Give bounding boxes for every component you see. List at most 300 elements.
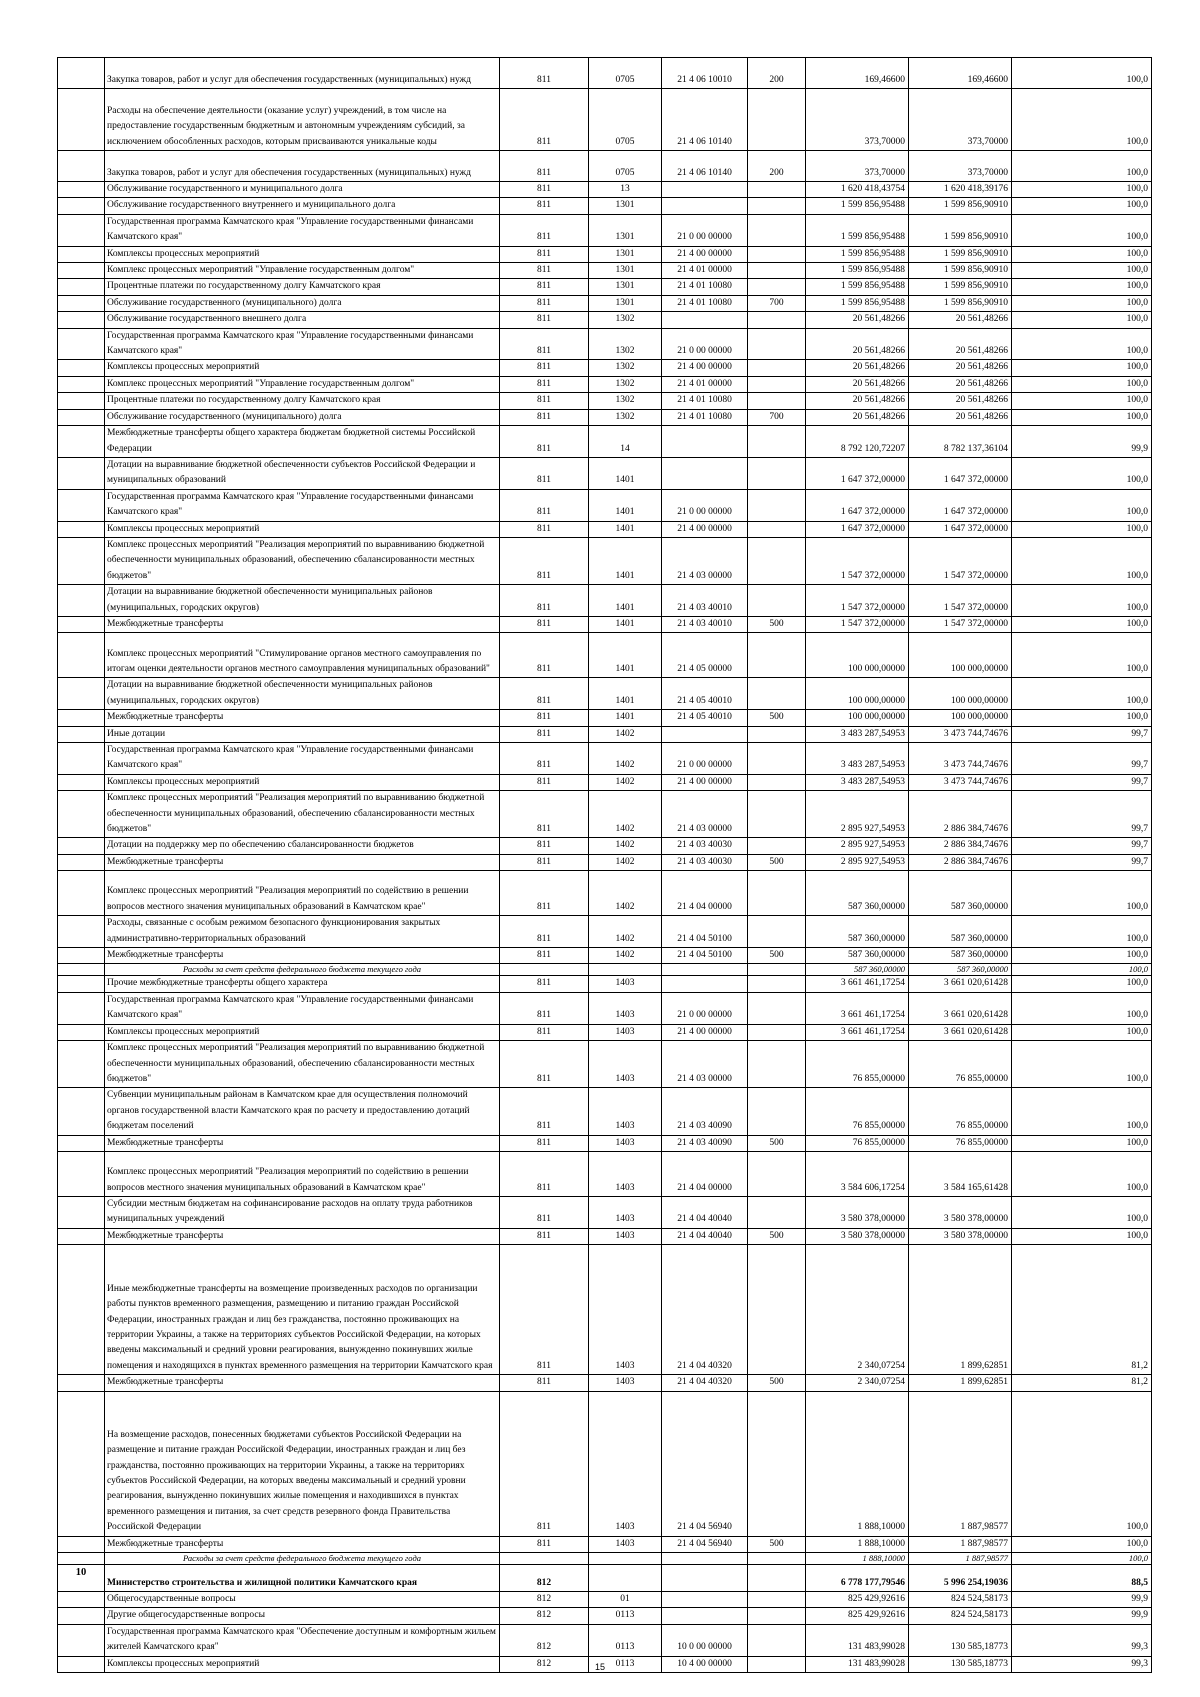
cell-p: 99,7 — [1012, 726, 1152, 742]
cell-a: 1 647 372,00000 — [806, 457, 909, 489]
cell-t — [662, 964, 748, 976]
cell-g: 811 — [500, 710, 589, 726]
cell-a: 169,46600 — [806, 58, 909, 89]
cell-v — [748, 1391, 806, 1536]
cell-d: Расходы, связанные с особым режимом безопасного функционирования закрытых административно-территориальных образований — [105, 916, 500, 948]
cell-n — [58, 871, 105, 916]
cell-n — [58, 263, 105, 279]
cell-g: 811 — [500, 182, 589, 198]
cell-s: 1302 — [589, 328, 662, 360]
cell-g: 811 — [500, 633, 589, 678]
cell-d: Межбюджетные трансферты — [105, 616, 500, 632]
cell-s: 1402 — [589, 871, 662, 916]
cell-a: 20 561,48266 — [806, 409, 909, 425]
cell-n — [58, 710, 105, 726]
cell-b: 1 647 372,00000 — [909, 489, 1012, 521]
cell-v — [748, 633, 806, 678]
cell-p: 100,0 — [1012, 1391, 1152, 1536]
cell-s: 1402 — [589, 916, 662, 948]
cell-a: 1 620 418,43754 — [806, 182, 909, 198]
cell-t: 21 4 04 00000 — [662, 1151, 748, 1196]
cell-p: 99,7 — [1012, 838, 1152, 854]
cell-a: 8 792 120,72207 — [806, 426, 909, 458]
cell-v — [748, 791, 806, 838]
cell-p: 81,2 — [1012, 1245, 1152, 1375]
cell-v — [748, 360, 806, 376]
table-row — [58, 585, 1152, 617]
cell-a: 20 561,48266 — [806, 393, 909, 409]
cell-b: 20 561,48266 — [909, 376, 1012, 392]
table-row — [58, 328, 1152, 360]
cell-s: 1401 — [589, 616, 662, 632]
cell-t: 21 4 00 00000 — [662, 360, 748, 376]
cell-v — [748, 537, 806, 584]
table-row — [58, 678, 1152, 710]
cell-d: Дотации на выравнивание бюджетной обеспеченности муниципальных районов (муниципальных, городских округов) — [105, 678, 500, 710]
cell-t — [662, 426, 748, 458]
cell-b: 20 561,48266 — [909, 328, 1012, 360]
table-row — [58, 263, 1152, 279]
table-row — [58, 871, 1152, 916]
table-row — [58, 633, 1152, 678]
cell-t: 21 4 06 10140 — [662, 89, 748, 151]
cell-a: 1 888,10000 — [806, 1391, 909, 1536]
cell-s: 0113 — [589, 1656, 662, 1672]
cell-b: 100 000,00000 — [909, 633, 1012, 678]
cell-a: 6 778 177,79546 — [806, 1564, 909, 1591]
cell-t: 21 4 01 10080 — [662, 409, 748, 425]
cell-n — [58, 58, 105, 89]
cell-n — [58, 279, 105, 295]
cell-t — [662, 312, 748, 328]
cell-d: Межбюджетные трансферты — [105, 948, 500, 964]
cell-s: 0705 — [589, 151, 662, 182]
cell-a: 3 661 461,17254 — [806, 1024, 909, 1040]
cell-v — [748, 678, 806, 710]
cell-s: 1401 — [589, 585, 662, 617]
cell-v — [748, 1024, 806, 1040]
cell-a: 3 584 606,17254 — [806, 1151, 909, 1196]
cell-d: Министерство строительства и жилищной политики Камчатского края — [105, 1564, 500, 1591]
cell-b: 20 561,48266 — [909, 409, 1012, 425]
table-row — [58, 214, 1152, 246]
table-row — [58, 312, 1152, 328]
cell-b: 3 473 744,74676 — [909, 726, 1012, 742]
cell-a: 1 647 372,00000 — [806, 489, 909, 521]
cell-p: 100,0 — [1012, 1536, 1152, 1552]
cell-v: 200 — [748, 151, 806, 182]
cell-v — [748, 426, 806, 458]
cell-d: Межбюджетные трансферты — [105, 1228, 500, 1244]
cell-a: 2 895 927,54953 — [806, 854, 909, 870]
cell-v: 500 — [748, 1135, 806, 1151]
cell-a: 373,70000 — [806, 151, 909, 182]
cell-n — [58, 743, 105, 775]
cell-v — [748, 279, 806, 295]
table-row — [58, 182, 1152, 198]
cell-g: 811 — [500, 393, 589, 409]
cell-t: 21 0 00 00000 — [662, 214, 748, 246]
cell-t: 21 4 03 40010 — [662, 616, 748, 632]
cell-v — [748, 726, 806, 742]
cell-t: 21 4 00 00000 — [662, 1024, 748, 1040]
cell-g: 812 — [500, 1624, 589, 1656]
table-row — [58, 1375, 1152, 1391]
cell-p: 100,0 — [1012, 214, 1152, 246]
cell-p: 100,0 — [1012, 89, 1152, 151]
cell-t — [662, 1564, 748, 1591]
cell-t: 21 4 04 40320 — [662, 1245, 748, 1375]
cell-s: 1302 — [589, 409, 662, 425]
cell-g: 811 — [500, 214, 589, 246]
table-row — [58, 838, 1152, 854]
table-row — [58, 1041, 1152, 1088]
cell-a: 20 561,48266 — [806, 312, 909, 328]
table-row — [58, 1196, 1152, 1228]
cell-g: 811 — [500, 1245, 589, 1375]
cell-p: 100,0 — [1012, 360, 1152, 376]
table-row — [58, 726, 1152, 742]
cell-s: 1401 — [589, 710, 662, 726]
cell-v — [748, 916, 806, 948]
table-row — [58, 246, 1152, 262]
cell-a: 3 580 378,00000 — [806, 1228, 909, 1244]
cell-p: 100,0 — [1012, 263, 1152, 279]
cell-p: 100,0 — [1012, 992, 1152, 1024]
table-row — [58, 409, 1152, 425]
cell-s: 0113 — [589, 1608, 662, 1624]
cell-v — [748, 328, 806, 360]
cell-b: 1 647 372,00000 — [909, 457, 1012, 489]
cell-a: 373,70000 — [806, 89, 909, 151]
cell-d: Межбюджетные трансферты общего характера бюджетам бюджетной системы Российской Федерации — [105, 426, 500, 458]
cell-t — [662, 198, 748, 214]
cell-g: 812 — [500, 1564, 589, 1591]
table-row — [58, 1591, 1152, 1607]
cell-a: 1 599 856,95488 — [806, 198, 909, 214]
cell-b: 3 661 020,61428 — [909, 992, 1012, 1024]
cell-p: 99,7 — [1012, 791, 1152, 838]
cell-d: Комплексы процессных мероприятий — [105, 1024, 500, 1040]
cell-g: 811 — [500, 948, 589, 964]
cell-b: 130 585,18773 — [909, 1656, 1012, 1672]
cell-b: 1 599 856,90910 — [909, 246, 1012, 262]
cell-d: Обслуживание государственного (муниципального) долга — [105, 295, 500, 311]
table-note-row — [58, 1552, 1152, 1564]
cell-n — [58, 791, 105, 838]
cell-g: 811 — [500, 616, 589, 632]
cell-p: 100,0 — [1012, 1024, 1152, 1040]
cell-p: 99,9 — [1012, 1591, 1152, 1607]
cell-n — [58, 616, 105, 632]
cell-b: 3 473 744,74676 — [909, 774, 1012, 790]
cell-t: 21 4 01 10080 — [662, 393, 748, 409]
cell-n — [58, 854, 105, 870]
cell-t: 21 0 00 00000 — [662, 489, 748, 521]
cell-t — [662, 1608, 748, 1624]
cell-b: 3 580 378,00000 — [909, 1228, 1012, 1244]
cell-b: 20 561,48266 — [909, 360, 1012, 376]
cell-d: Обслуживание государственного внешнего долга — [105, 312, 500, 328]
cell-s: 1301 — [589, 279, 662, 295]
cell-a: 1 599 856,95488 — [806, 279, 909, 295]
cell-n — [58, 1041, 105, 1088]
cell-v — [748, 489, 806, 521]
cell-g: 812 — [500, 1591, 589, 1607]
cell-v — [748, 376, 806, 392]
cell-n — [58, 726, 105, 742]
cell-n — [58, 1228, 105, 1244]
cell-s: 1402 — [589, 791, 662, 838]
cell-a: 76 855,00000 — [806, 1088, 909, 1135]
table-row — [58, 1624, 1152, 1656]
cell-d: Комплексы процессных мероприятий — [105, 246, 500, 262]
cell-b: 587 360,00000 — [909, 948, 1012, 964]
cell-v — [748, 585, 806, 617]
cell-s: 1402 — [589, 743, 662, 775]
cell-n — [58, 182, 105, 198]
cell-a: 3 661 461,17254 — [806, 992, 909, 1024]
cell-t: 21 4 03 00000 — [662, 791, 748, 838]
cell-g: 811 — [500, 360, 589, 376]
cell-v — [748, 521, 806, 537]
cell-a: 1 599 856,95488 — [806, 295, 909, 311]
cell-b: 1 647 372,00000 — [909, 521, 1012, 537]
cell-n — [58, 678, 105, 710]
cell-g: 811 — [500, 279, 589, 295]
cell-s: 1403 — [589, 976, 662, 992]
cell-t: 21 4 00 00000 — [662, 246, 748, 262]
cell-b: 1 899,62851 — [909, 1245, 1012, 1375]
cell-p: 100,0 — [1012, 295, 1152, 311]
cell-t — [662, 1591, 748, 1607]
cell-v — [748, 992, 806, 1024]
cell-g — [500, 1552, 589, 1564]
cell-p: 100,0 — [1012, 1088, 1152, 1135]
cell-t: 21 4 06 10010 — [662, 58, 748, 89]
table-row — [58, 1608, 1152, 1624]
cell-t: 21 4 03 40090 — [662, 1135, 748, 1151]
cell-g: 811 — [500, 726, 589, 742]
cell-p: 100,0 — [1012, 457, 1152, 489]
cell-n — [58, 360, 105, 376]
table-row — [58, 393, 1152, 409]
cell-n — [58, 457, 105, 489]
cell-g: 811 — [500, 678, 589, 710]
cell-p: 100,0 — [1012, 1151, 1152, 1196]
cell-s: 1401 — [589, 489, 662, 521]
cell-t: 21 4 01 00000 — [662, 263, 748, 279]
cell-a: 1 547 372,00000 — [806, 537, 909, 584]
cell-g: 811 — [500, 426, 589, 458]
cell-a: 1 888,10000 — [806, 1552, 909, 1564]
cell-g: 811 — [500, 151, 589, 182]
cell-d: Комплекс процессных мероприятий "Управление государственным долгом" — [105, 263, 500, 279]
cell-s: 1403 — [589, 1196, 662, 1228]
cell-g: 811 — [500, 1375, 589, 1391]
cell-n — [58, 1375, 105, 1391]
cell-n — [58, 633, 105, 678]
cell-p: 100,0 — [1012, 328, 1152, 360]
cell-d: На возмещение расходов, понесенных бюджетами субъектов Российской Федерации на размещение и питание граждан Российской Федерации, иностранных граждан и лиц без гражданства, постоянно проживающих на территории Украины, а также на территориях субъектов Российской Федерации, на которых введены максимальный и средний уровни реагирования, вынужденно покинувших жилые помещения и находившихся в пунктах временного размещения и питания, за счет средств резервного фонда Правительства Российской Федерации — [105, 1391, 500, 1536]
cell-d: Межбюджетные трансферты — [105, 1375, 500, 1391]
cell-v — [748, 393, 806, 409]
cell-v — [748, 1196, 806, 1228]
cell-p: 81,2 — [1012, 1375, 1152, 1391]
cell-t: 21 4 04 56940 — [662, 1391, 748, 1536]
cell-n — [58, 328, 105, 360]
cell-b: 1 620 418,39176 — [909, 182, 1012, 198]
cell-s — [589, 1552, 662, 1564]
cell-t — [662, 726, 748, 742]
cell-t: 21 4 04 40320 — [662, 1375, 748, 1391]
cell-n — [58, 393, 105, 409]
cell-d: Комплекс процессных мероприятий "Реализация мероприятий по содействию в решении вопросов местного значения муниципальных образований в Камчатском крае" — [105, 871, 500, 916]
cell-t: 21 4 04 40040 — [662, 1196, 748, 1228]
cell-n — [58, 1024, 105, 1040]
table-row — [58, 198, 1152, 214]
cell-v: 500 — [748, 1375, 806, 1391]
cell-a: 587 360,00000 — [806, 871, 909, 916]
cell-d: Закупка товаров, работ и услуг для обеспечения государственных (муниципальных) нужд — [105, 58, 500, 89]
cell-t: 21 4 03 00000 — [662, 537, 748, 584]
cell-n — [58, 948, 105, 964]
cell-b: 373,70000 — [909, 89, 1012, 151]
cell-t: 21 4 03 00000 — [662, 1041, 748, 1088]
cell-v — [748, 774, 806, 790]
cell-n — [58, 1391, 105, 1536]
cell-b: 1 547 372,00000 — [909, 537, 1012, 584]
cell-t: 21 4 05 00000 — [662, 633, 748, 678]
cell-a: 1 547 372,00000 — [806, 585, 909, 617]
cell-g: 811 — [500, 58, 589, 89]
cell-b: 2 886 384,74676 — [909, 854, 1012, 870]
cell-s: 1401 — [589, 678, 662, 710]
cell-p: 100,0 — [1012, 182, 1152, 198]
cell-d: Государственная программа Камчатского края "Управление государственными финансами Камчатского края" — [105, 992, 500, 1024]
cell-v — [748, 312, 806, 328]
table-row — [58, 1228, 1152, 1244]
cell-p: 100,0 — [1012, 948, 1152, 964]
table-row — [58, 360, 1152, 376]
cell-p: 99,7 — [1012, 854, 1152, 870]
cell-g: 811 — [500, 312, 589, 328]
cell-b: 587 360,00000 — [909, 964, 1012, 976]
cell-p: 100,0 — [1012, 1228, 1152, 1244]
cell-b: 1 599 856,90910 — [909, 214, 1012, 246]
cell-p: 100,0 — [1012, 1196, 1152, 1228]
cell-t: 21 4 00 00000 — [662, 774, 748, 790]
cell-g: 811 — [500, 537, 589, 584]
cell-a: 825 429,92616 — [806, 1591, 909, 1607]
cell-p: 99,9 — [1012, 1608, 1152, 1624]
cell-d: Межбюджетные трансферты — [105, 1135, 500, 1151]
cell-n — [58, 585, 105, 617]
cell-v: 500 — [748, 854, 806, 870]
cell-t — [662, 976, 748, 992]
cell-a: 587 360,00000 — [806, 964, 909, 976]
cell-s: 01 — [589, 1591, 662, 1607]
cell-t: 21 4 04 50100 — [662, 948, 748, 964]
cell-a: 2 895 927,54953 — [806, 838, 909, 854]
cell-g: 811 — [500, 457, 589, 489]
cell-p: 100,0 — [1012, 151, 1152, 182]
cell-n — [58, 1536, 105, 1552]
cell-p: 100,0 — [1012, 198, 1152, 214]
cell-s: 1403 — [589, 1536, 662, 1552]
cell-p: 99,3 — [1012, 1624, 1152, 1656]
cell-s: 1403 — [589, 1151, 662, 1196]
cell-n — [58, 992, 105, 1024]
cell-a: 587 360,00000 — [806, 916, 909, 948]
cell-a: 1 647 372,00000 — [806, 521, 909, 537]
cell-d: Комплекс процессных мероприятий "Реализация мероприятий по выравниванию бюджетной обеспеченности муниципальных образований, обеспечению сбалансированности местных бюджетов" — [105, 791, 500, 838]
cell-b: 8 782 137,36104 — [909, 426, 1012, 458]
cell-s: 1301 — [589, 246, 662, 262]
cell-v — [748, 1151, 806, 1196]
table-row — [58, 710, 1152, 726]
cell-d: Государственная программа Камчатского края "Управление государственными финансами Камчатского края" — [105, 489, 500, 521]
cell-n — [58, 774, 105, 790]
table-row — [58, 616, 1152, 632]
cell-b: 1 547 372,00000 — [909, 585, 1012, 617]
cell-b: 5 996 254,19036 — [909, 1564, 1012, 1591]
cell-s: 1403 — [589, 992, 662, 1024]
table-row — [58, 279, 1152, 295]
cell-d: Расходы за счет средств федерального бюджета текущего года — [105, 1552, 500, 1564]
cell-t: 21 4 03 40030 — [662, 838, 748, 854]
cell-b: 3 580 378,00000 — [909, 1196, 1012, 1228]
cell-n — [58, 89, 105, 151]
cell-v — [748, 246, 806, 262]
cell-n — [58, 1591, 105, 1607]
cell-s: 1402 — [589, 726, 662, 742]
cell-g: 811 — [500, 1536, 589, 1552]
cell-v — [748, 1624, 806, 1656]
cell-a: 1 599 856,95488 — [806, 246, 909, 262]
cell-a: 2 340,07254 — [806, 1245, 909, 1375]
table-section-row — [58, 1564, 1152, 1591]
cell-s: 1302 — [589, 376, 662, 392]
cell-s: 1402 — [589, 774, 662, 790]
cell-a: 3 483 287,54953 — [806, 743, 909, 775]
cell-a: 100 000,00000 — [806, 633, 909, 678]
cell-g: 811 — [500, 1196, 589, 1228]
cell-v: 500 — [748, 1536, 806, 1552]
table-row — [58, 743, 1152, 775]
cell-t: 10 0 00 00000 — [662, 1624, 748, 1656]
cell-a: 20 561,48266 — [806, 328, 909, 360]
cell-a: 76 855,00000 — [806, 1135, 909, 1151]
budget-table — [57, 57, 1152, 1673]
cell-a: 100 000,00000 — [806, 678, 909, 710]
cell-p: 100,0 — [1012, 489, 1152, 521]
table-row — [58, 791, 1152, 838]
cell-b: 3 473 744,74676 — [909, 743, 1012, 775]
cell-a: 1 599 856,95488 — [806, 214, 909, 246]
cell-d: Общегосударственные вопросы — [105, 1591, 500, 1607]
cell-p: 99,3 — [1012, 1656, 1152, 1672]
cell-d: Межбюджетные трансферты — [105, 1536, 500, 1552]
cell-v — [748, 743, 806, 775]
cell-g: 811 — [500, 871, 589, 916]
cell-a: 131 483,99028 — [806, 1656, 909, 1672]
cell-v: 500 — [748, 710, 806, 726]
cell-g: 811 — [500, 1151, 589, 1196]
cell-a: 1 888,10000 — [806, 1536, 909, 1552]
table-row — [58, 426, 1152, 458]
cell-v — [748, 182, 806, 198]
